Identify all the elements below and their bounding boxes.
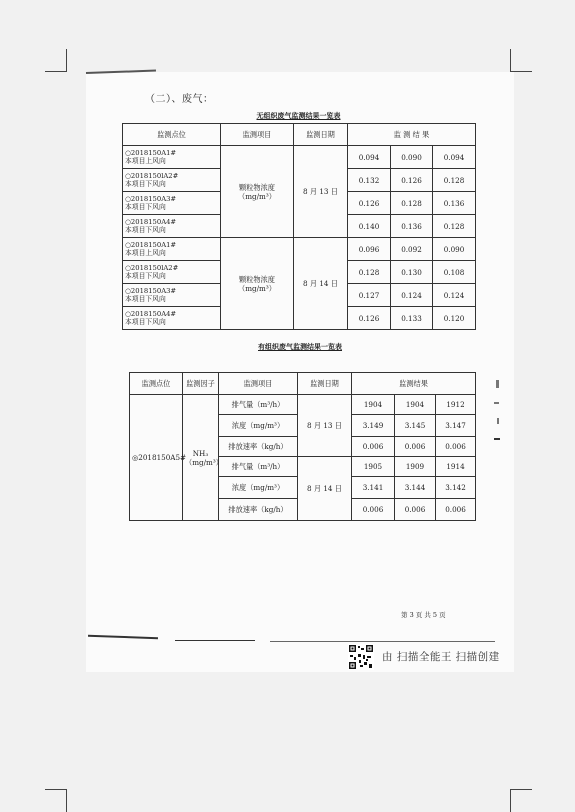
date-cell: 8 月 13 日 xyxy=(298,395,352,457)
item-cell: 排气量（m³/h） xyxy=(219,395,298,415)
crop-mark xyxy=(45,789,67,790)
item-cell: 排放速率（kg/h） xyxy=(219,499,298,521)
header-cell: 监测项目 xyxy=(219,373,298,395)
value-cell: 0.124 xyxy=(391,284,433,307)
scan-artifact xyxy=(497,418,499,424)
item-cell: 浓度（mg/m³） xyxy=(219,477,298,499)
value-cell: 0.090 xyxy=(433,238,476,261)
value-cell: 1904 xyxy=(395,395,436,415)
value-cell: 0.090 xyxy=(391,146,433,169)
date-cell: 8 月 14 日 xyxy=(294,238,348,330)
value-cell: 0.006 xyxy=(395,499,436,521)
point-cell: ○2018150A1# 本项目上风向 xyxy=(123,238,221,261)
value-cell: 3.144 xyxy=(395,477,436,499)
value-cell: 0.126 xyxy=(348,307,391,330)
point-cell: ○2018150A4# 本项目下风向 xyxy=(123,215,221,238)
header-cell: 监测因子 xyxy=(183,373,219,395)
value-cell: 0.006 xyxy=(395,437,436,457)
value-cell: 1909 xyxy=(395,457,436,477)
scan-artifact xyxy=(494,402,499,404)
header-cell: 监测日期 xyxy=(298,373,352,395)
scan-edge-line xyxy=(270,641,495,642)
value-cell: 0.126 xyxy=(391,169,433,192)
value-cell: 0.120 xyxy=(433,307,476,330)
value-cell: 0.128 xyxy=(433,215,476,238)
value-cell: 0.006 xyxy=(352,499,395,521)
value-cell: 0.096 xyxy=(348,238,391,261)
section-title: （二）、废气： xyxy=(145,94,214,105)
item-cell: 颗粒物浓度（mg/m³） xyxy=(221,146,294,238)
value-cell: 3.149 xyxy=(352,415,395,437)
table-header-row xyxy=(130,373,476,395)
item-cell: 颗粒物浓度（mg/m³） xyxy=(221,238,294,330)
point-cell: ○2018150lA2# 本项目下风向 xyxy=(123,261,221,284)
qr-code-icon xyxy=(348,644,374,670)
value-cell: 0.124 xyxy=(433,284,476,307)
value-cell: 3.145 xyxy=(395,415,436,437)
header-cell: 监测项目 xyxy=(221,124,294,146)
value-cell: 0.092 xyxy=(391,238,433,261)
fugitive-gas-table xyxy=(122,123,476,330)
scan-artifact xyxy=(496,380,499,388)
value-cell: 3.141 xyxy=(352,477,395,499)
factor-cell: NH₃ （mg/m³） xyxy=(183,395,219,521)
value-cell: 0.130 xyxy=(391,261,433,284)
item-cell: 浓度（mg/m³） xyxy=(219,415,298,437)
point-cell: ○2018150A3# 本项目下风向 xyxy=(123,284,221,307)
date-cell: 8 月 13 日 xyxy=(294,146,348,238)
header-cell: 监 测 结 果 xyxy=(348,124,476,146)
date-cell: 8 月 14 日 xyxy=(298,457,352,521)
value-cell: 0.128 xyxy=(391,192,433,215)
scanner-watermark: 由 扫描全能王 扫描创建 xyxy=(382,651,500,663)
item-cell: 排放速率（kg/h） xyxy=(219,437,298,457)
header-cell: 监测日期 xyxy=(294,124,348,146)
point-cell: ◎2018150A5# xyxy=(130,395,183,521)
value-cell: 0.006 xyxy=(352,437,395,457)
header-cell: 监测结果 xyxy=(352,373,476,395)
value-cell: 1905 xyxy=(352,457,395,477)
value-cell: 1914 xyxy=(436,457,476,477)
point-cell: ○2018150lA2# 本项目下风向 xyxy=(123,169,221,192)
value-cell: 0.136 xyxy=(433,192,476,215)
scan-edge-line xyxy=(175,640,255,641)
value-cell: 0.126 xyxy=(348,192,391,215)
value-cell: 0.132 xyxy=(348,169,391,192)
value-cell: 0.133 xyxy=(391,307,433,330)
table-row xyxy=(123,146,476,169)
point-cell: ○2018150A4# 本项目下风向 xyxy=(123,307,221,330)
organized-gas-table xyxy=(129,372,476,521)
value-cell: 1912 xyxy=(436,395,476,415)
crop-mark xyxy=(66,790,67,812)
value-cell: 0.128 xyxy=(348,261,391,284)
point-cell: ○2018150A1# 本项目上风向 xyxy=(123,146,221,169)
value-cell: 0.127 xyxy=(348,284,391,307)
value-cell: 0.006 xyxy=(436,499,476,521)
value-cell: 0.136 xyxy=(391,215,433,238)
item-cell: 排气量（m³/h） xyxy=(219,457,298,477)
value-cell: 0.108 xyxy=(433,261,476,284)
crop-mark xyxy=(510,790,511,812)
point-cell: ○2018150A3# 本项目下风向 xyxy=(123,192,221,215)
value-cell: 0.128 xyxy=(433,169,476,192)
scan-artifact xyxy=(494,438,500,440)
table2-title: 有组织废气监测结果一览表 xyxy=(258,342,342,351)
value-cell: 0.094 xyxy=(348,146,391,169)
table-header-row xyxy=(123,124,476,146)
value-cell: 0.140 xyxy=(348,215,391,238)
crop-mark xyxy=(510,789,532,790)
crop-mark xyxy=(45,71,67,72)
table1-title: 无组织废气监测结果一览表 xyxy=(256,111,341,120)
value-cell: 0.094 xyxy=(433,146,476,169)
value-cell: 3.147 xyxy=(436,415,476,437)
crop-mark xyxy=(510,49,511,71)
value-cell: 1904 xyxy=(352,395,395,415)
table-row xyxy=(123,238,476,261)
value-cell: 3.142 xyxy=(436,477,476,499)
table-row xyxy=(130,395,476,415)
value-cell: 0.006 xyxy=(436,437,476,457)
header-cell: 监测点位 xyxy=(123,124,221,146)
header-cell: 监测点位 xyxy=(130,373,183,395)
crop-mark xyxy=(66,49,67,71)
page-number: 第 3 页 共 5 页 xyxy=(401,611,446,619)
